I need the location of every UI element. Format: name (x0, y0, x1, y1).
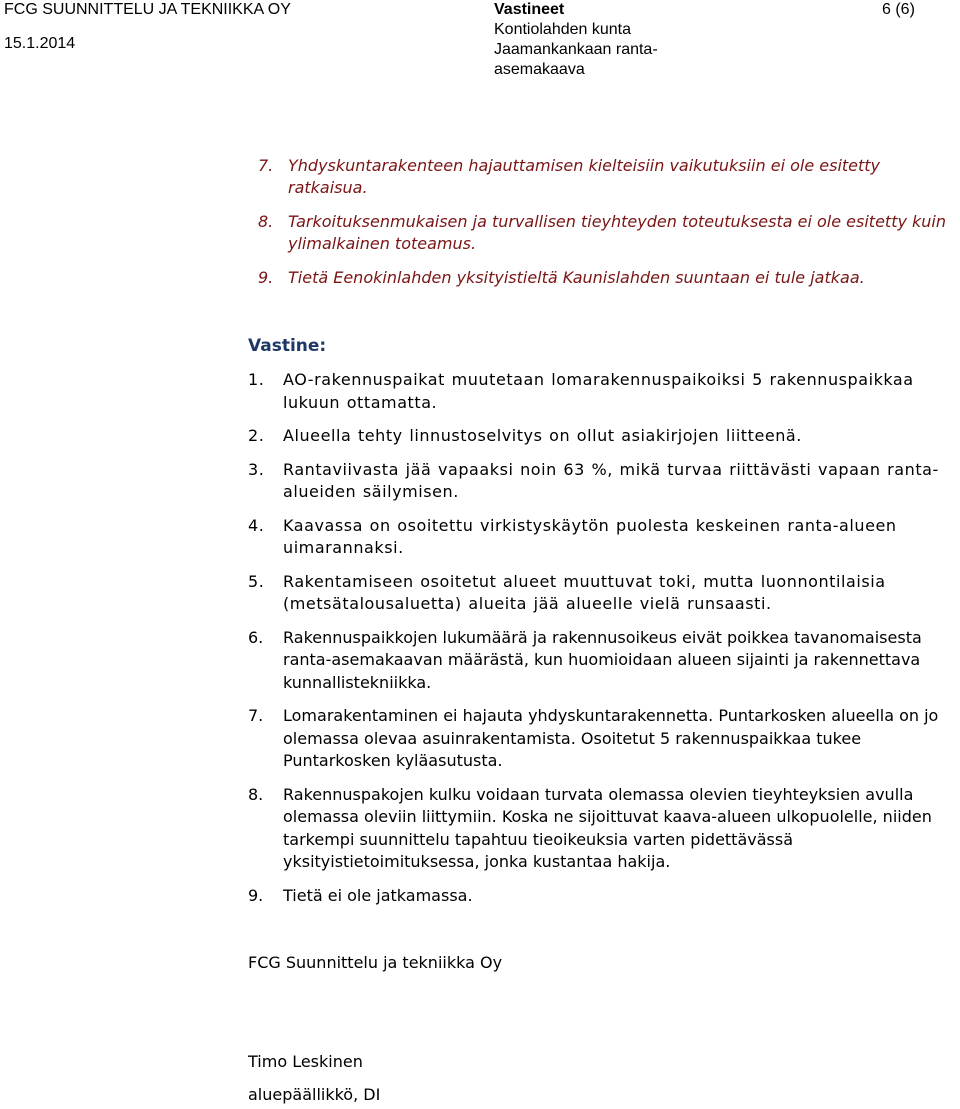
response-item (248, 425, 953, 448)
objection-item (248, 155, 948, 199)
response-number: 6. (248, 627, 264, 647)
response-item (248, 627, 953, 695)
header-date: 15.1.2014 (4, 35, 76, 52)
objection-item (248, 211, 948, 255)
response-item (248, 571, 953, 616)
response-text: Rantaviivasta jää vapaaksi noin 63 %, mikä turvaa riittävästi vapaan ranta-alueiden säilymisen. (283, 459, 939, 501)
header-municipality: Kontiolahden kunta (494, 21, 631, 38)
response-text: AO-rakennuspaikat muutetaan lomarakennuspaikoiksi 5 rakennuspaikkaa lukuun ottamatta. (283, 370, 914, 412)
response-number: 3. (248, 459, 265, 479)
objection-list (248, 155, 948, 301)
objection-text: Yhdyskuntarakenteen hajauttamisen kielteisiin vaikutuksiin ei ole esitetty ratkaisua. (288, 156, 881, 197)
response-number: 1. (248, 370, 265, 389)
response-list (248, 369, 953, 918)
objection-number: 9. (258, 268, 274, 287)
response-text: Rakennuspakojen kulku voidaan turvata olemassa olevien tieyhteyksien avulla olemassa oleviin liittymiin. Koska ne sijoittuvat kaava-alueen ulkopuolelle, niiden tarkempi suunnittelu tapahtuu tieoikeuksia varten pidettävässä yksityistietoimituksessa, jonka kustantaa hakija. (283, 784, 932, 871)
response-heading: Vastine: (248, 336, 327, 356)
response-text: Tietä ei ole jatkamassa. (283, 885, 473, 905)
header-doc-type: Vastineet (494, 1, 565, 18)
response-number: 2. (248, 426, 265, 445)
response-text: Kaavassa on osoitettu virkistyskäytön puolesta keskeinen ranta-alueen uimarannaksi. (283, 515, 897, 557)
response-text: Alueella tehty linnustoselvitys on ollut asiakirjojen liitteenä. (283, 426, 802, 445)
response-item (248, 885, 953, 908)
response-number: 4. (248, 515, 265, 535)
response-item (248, 784, 953, 874)
header-company: FCG SUUNNITTELU JA TEKNIIKKA OY (4, 1, 291, 18)
header-page-number: 6 (6) (882, 1, 915, 18)
response-item (248, 705, 953, 773)
header-plan-line-2: asemakaava (494, 61, 585, 78)
signature-company: FCG Suunnittelu ja tekniikka Oy (248, 953, 503, 972)
header-document-info (494, 0, 658, 80)
response-item (248, 369, 953, 414)
objection-item (248, 267, 948, 289)
header-plan-line-1: Jaamankankaan ranta- (494, 41, 658, 58)
objection-text: Tietä Eenokinlahden yksityistieltä Kaunislahden suuntaan ei tule jatkaa. (288, 268, 865, 287)
response-item (248, 459, 953, 504)
response-number: 9. (248, 885, 264, 905)
objection-number: 7. (258, 156, 274, 175)
response-number: 7. (248, 706, 264, 725)
response-text: Lomarakentaminen ei hajauta yhdyskuntarakennetta. Puntarkosken alueella on jo olemassa olevaa asuinrakentamista. Osoitetut 5 rakennuspaikkaa tukee Puntarkosken kyläasutusta. (283, 706, 939, 770)
signature-title: aluepäällikkö, DI (248, 1085, 381, 1104)
objection-text: Tarkoituksenmukaisen ja turvallisen tieyhteyden toteutuksesta ei ole esitetty kuin ylimalkainen toteamus. (288, 212, 947, 253)
response-item (248, 515, 953, 560)
response-text: Rakennuspaikkojen lukumäärä ja rakennusoikeus eivät poikkea tavanomaisesta ranta-asemakaavan määrästä, kun huomioidaan alueen sijainti ja rakennettava kunnallistekniikka. (283, 627, 922, 692)
objection-number: 8. (258, 212, 274, 231)
response-number: 8. (248, 784, 264, 804)
response-number: 5. (248, 571, 265, 591)
signature-name: Timo Leskinen (248, 1052, 363, 1071)
response-text: Rakentamiseen osoitetut alueet muuttuvat toki, mutta luonnontilaisia (metsätalousaluetta) alueita jää alueelle vielä runsaasti. (283, 571, 886, 613)
